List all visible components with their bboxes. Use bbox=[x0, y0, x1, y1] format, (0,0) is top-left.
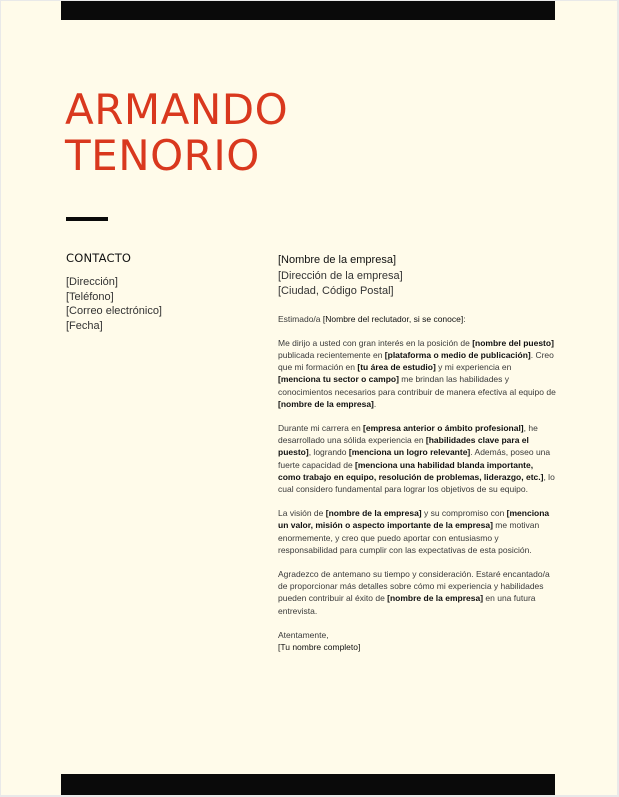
paragraph-text: Agradezco de antemano su tiempo y consideración. Estaré encantado/a de proporcionar más detalles sobre cómo mi experiencia y habilidades pueden contribuir al éxito de bbox=[278, 568, 550, 604]
name-line-2: TENORIO bbox=[65, 131, 260, 180]
name-line-1: ARMANDO bbox=[65, 85, 289, 134]
paragraph-text: . bbox=[373, 398, 377, 409]
contact-heading: CONTACTO bbox=[66, 251, 132, 265]
placeholder-field: [habilidades clave para el puesto] bbox=[278, 435, 529, 458]
paragraph-text: Me dirijo a usted con gran interés en la posición de bbox=[278, 337, 473, 348]
paragraph-text: me motivan enormemente, y creo que puedo aportar con entusiasmo y responsabilidad para cumplir con las expectativas de esta posición. bbox=[278, 520, 540, 555]
placeholder-field: [nombre de la empresa] bbox=[278, 398, 374, 409]
letter-paragraph bbox=[278, 337, 556, 410]
placeholder-field: [empresa anterior o ámbito profesional] bbox=[363, 422, 524, 433]
letter-paragraph bbox=[278, 507, 556, 556]
paragraph-text: y mi experiencia en bbox=[435, 362, 512, 373]
paragraph-text: La visión de bbox=[278, 508, 326, 519]
placeholder-field: [menciona una habilidad blanda importante, como trabajo en equipo, resolución de problemas, liderazgo, etc.] bbox=[278, 459, 544, 482]
placeholder-field: [nombre del puesto] bbox=[472, 337, 554, 348]
recipient-address: [Dirección de la empresa] bbox=[278, 269, 403, 282]
contact-date: [Fecha] bbox=[66, 319, 103, 332]
paragraph-text: . Creo que mi formación en bbox=[278, 349, 554, 373]
placeholder-field: [plataforma o medio de publicación] bbox=[384, 349, 531, 360]
contact-address: [Dirección] bbox=[66, 276, 118, 288]
closing: Atentamente, bbox=[278, 629, 329, 640]
bottom-black-bar bbox=[61, 774, 555, 795]
salutation-prefix: Estimado/a bbox=[278, 313, 323, 324]
placeholder-field: [nombre de la empresa] bbox=[325, 508, 422, 519]
paragraph-text: y su compromiso con bbox=[421, 508, 507, 519]
contact-phone: [Teléfono] bbox=[66, 290, 114, 303]
recipient-company: [Nombre de la empresa] bbox=[278, 254, 396, 266]
heading-rule bbox=[66, 217, 108, 221]
paragraph-text: me brindan las habilidades y conocimientos necesarios para contribuir de manera efectiva al equipo de bbox=[278, 374, 556, 397]
contact-email: [Correo electrónico] bbox=[66, 305, 162, 317]
top-black-bar bbox=[61, 1, 555, 20]
contact-section bbox=[66, 251, 256, 333]
letter-paragraph bbox=[278, 422, 556, 495]
letter-paragraph bbox=[278, 568, 556, 617]
paragraph-text: publicada recientemente en bbox=[278, 349, 385, 360]
paragraph-text: en una futura entrevista. bbox=[278, 593, 536, 616]
paragraph-text: . Además, poseo una fuerte capacidad de bbox=[278, 447, 551, 470]
placeholder-field: [tu área de estudio] bbox=[357, 362, 436, 373]
placeholder-field: [menciona tu sector o campo] bbox=[278, 374, 399, 385]
salutation-suffix: : bbox=[463, 313, 466, 324]
paragraph-text: , logrando bbox=[308, 447, 349, 458]
signature: [Tu nombre completo] bbox=[278, 641, 361, 652]
letter-paragraphs bbox=[278, 337, 556, 617]
letter-body bbox=[278, 253, 556, 653]
paragraph-text: , lo cual considero fundamental para lograr los objetivos de su equipo. bbox=[278, 471, 555, 494]
salutation-field: [Nombre del reclutador, si se conoce] bbox=[322, 313, 464, 324]
placeholder-field: [nombre de la empresa] bbox=[387, 593, 484, 604]
applicant-name bbox=[65, 87, 288, 179]
salutation bbox=[278, 313, 556, 325]
document-page bbox=[1, 1, 617, 795]
paragraph-text: , he desarrollado una sólida experiencia en bbox=[278, 422, 538, 446]
paragraph-text: Durante mi carrera en bbox=[278, 422, 364, 433]
placeholder-field: [menciona un valor, misión o aspecto importante de la empresa] bbox=[278, 508, 550, 531]
placeholder-field: [menciona un logro relevante] bbox=[348, 447, 471, 458]
recipient-city: [Ciudad, Código Postal] bbox=[278, 285, 394, 297]
